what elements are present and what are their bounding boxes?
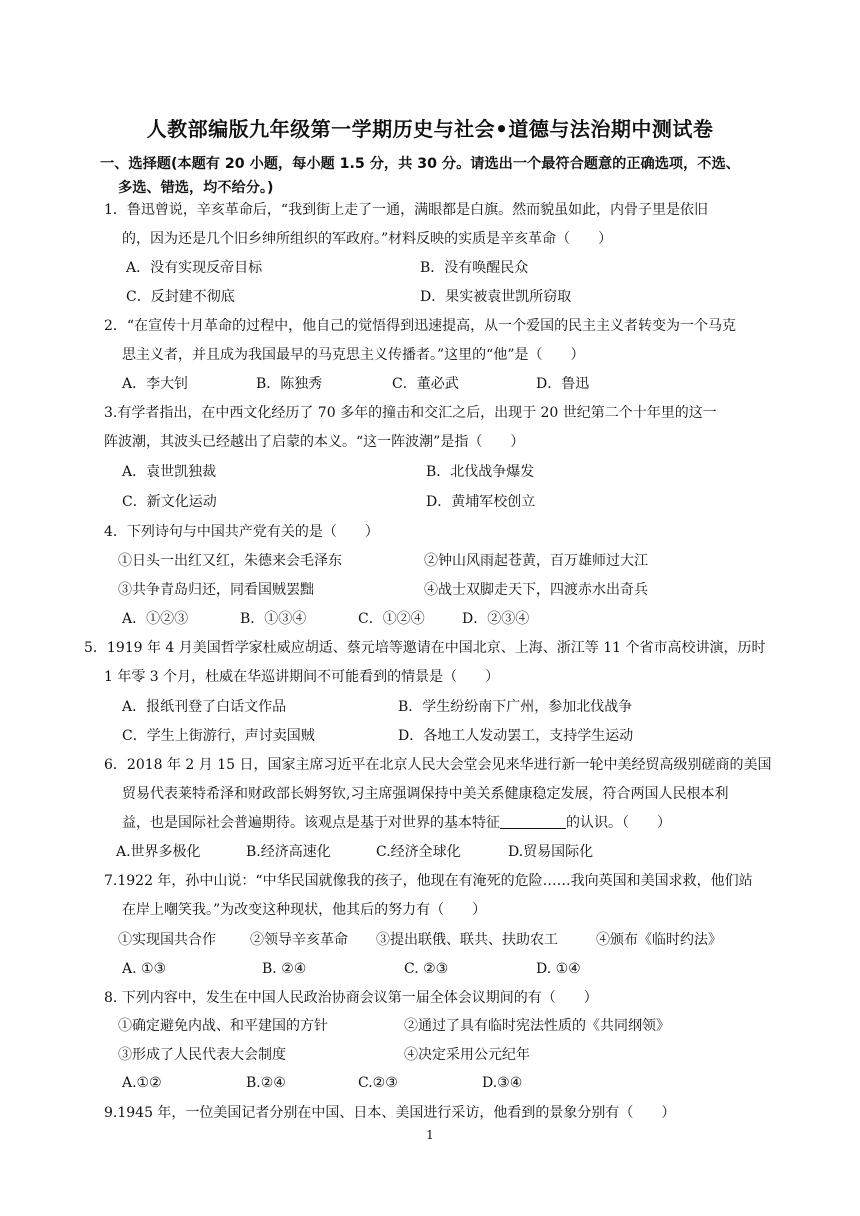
- question-1-option-c[interactable]: C．反封建不彻底: [126, 289, 235, 305]
- question-7-option-b[interactable]: B. ②④: [262, 961, 307, 977]
- question-7-item-3: ③提出联俄、联共、扶助农工: [376, 932, 558, 948]
- question-6-line-3-text: 益，也是国际社会普遍期待。该观点是基于对世界的基本特征: [122, 815, 500, 831]
- question-8-option-c[interactable]: C.②③: [358, 1075, 398, 1091]
- question-7-option-a[interactable]: A. ①③: [122, 961, 167, 977]
- question-5-option-c[interactable]: C．学生上街游行，声讨卖国贼: [122, 728, 315, 744]
- question-6-option-b[interactable]: B.经济高速化: [246, 844, 331, 860]
- question-2-option-c[interactable]: C．董必武: [392, 376, 459, 392]
- question-8-option-b[interactable]: B.②④: [246, 1075, 286, 1091]
- question-6-option-a[interactable]: A.世界多极化: [116, 844, 201, 860]
- question-3-option-c[interactable]: C．新文化运动: [122, 494, 217, 510]
- question-7-line-2: 在岸上嘲笑我。”为改变这种现状，他其后的努力有（ ）: [122, 902, 487, 918]
- question-2-line-1: 2．“在宣传十月革命的过程中，他自己的觉悟得到迅速提高，从一个爱国的民主主义者转变为一个马克: [104, 318, 737, 334]
- question-2-option-a[interactable]: A．李大钊: [122, 376, 189, 392]
- section-heading: [100, 152, 772, 200]
- question-1-option-b[interactable]: B．没有唤醒民众: [420, 260, 529, 276]
- question-4-item-1: ①日头一出红又红，朱德来会毛泽东: [118, 553, 342, 569]
- question-2-option-d[interactable]: D．鲁迅: [536, 376, 590, 392]
- question-6-line-3-end: 的认识。（ ）: [566, 815, 671, 831]
- question-8-option-a[interactable]: A.①②: [122, 1075, 162, 1091]
- question-8-option-d[interactable]: D.③④: [482, 1075, 523, 1091]
- page-number: 1: [426, 1128, 434, 1142]
- question-6-line-2: 贸易代表莱特希泽和财政部长姆努钦,习主席强调保持中美关系健康稳定发展，符合两国人民根本利: [122, 786, 729, 802]
- question-3-option-d[interactable]: D．黄埔军校创立: [426, 494, 536, 510]
- question-6-line-1: 6．2018 年 2 月 15 日，国家主席习近平在北京人民大会堂会见来华进行新一轮中美经贸高级别磋商的美国: [104, 757, 772, 773]
- question-4-option-a[interactable]: A．①②③: [122, 611, 189, 627]
- question-1-line-2: 的，因为还是几个旧乡绅所组织的军政府。”材料反映的实质是辛亥革命（ ）: [122, 231, 613, 247]
- question-2-line-2: 思主义者，并且成为我国最早的马克思主义传播者。”这里的“他”是（ ）: [122, 347, 585, 363]
- question-4-line-1: 4．下列诗句与中国共产党有关的是（ ）: [104, 524, 379, 540]
- question-5-option-a[interactable]: A．报纸刊登了白话文作品: [122, 699, 287, 715]
- question-5-option-d[interactable]: D．各地工人发动罢工，支持学生运动: [398, 728, 634, 744]
- question-6-option-c[interactable]: C.经济全球化: [376, 844, 461, 860]
- question-2-option-b[interactable]: B．陈独秀: [256, 376, 323, 392]
- question-6-option-d[interactable]: D.贸易国际化: [508, 844, 594, 860]
- question-7-item-1: ①实现国共合作: [118, 932, 216, 948]
- question-8-item-4: ④决定采用公元纪年: [404, 1047, 530, 1063]
- question-3-line-1: 3.有学者指出，在中西文化经历了 70 多年的撞击和交汇之后，出现于 20 世纪第二个十年里的这一: [104, 405, 717, 421]
- question-3-option-b[interactable]: B．北伐战争爆发: [426, 464, 535, 480]
- question-1-option-a[interactable]: A．没有实现反帝目标: [126, 260, 263, 276]
- question-8-item-2: ②通过了具有临时宪法性质的《共同纲领》: [404, 1018, 670, 1034]
- question-5-option-b[interactable]: B．学生纷纷南下广州，参加北伐战争: [398, 699, 633, 715]
- question-4-option-b[interactable]: B．①③④: [240, 611, 307, 627]
- question-4-item-3: ③共争青岛归还，同看国贼罢黜: [118, 582, 314, 598]
- question-9-line-1: 9.1945 年，一位美国记者分别在中国、日本、美国进行采访，他看到的景象分别有（ ）: [104, 1105, 676, 1121]
- answer-blank[interactable]: [500, 814, 566, 829]
- section-heading-line-2: 多选、错选，均不给分。): [118, 180, 274, 196]
- question-4-item-4: ④战士双脚走天下，四渡赤水出奇兵: [424, 582, 648, 598]
- question-5-line-2: 1 年零 3 个月，杜威在华巡讲期间不可能看到的情景是（ ）: [104, 669, 500, 685]
- section-heading-line-1: 一、选择题(本题有 20 小题，每小题 1.5 分，共 30 分。请选出一个最符合题意的正确选项，不选、: [100, 156, 740, 172]
- question-3-line-2: 阵波潮，其波头已经越出了启蒙的本义。“这一阵波潮”是指（ ）: [104, 434, 525, 450]
- question-7-option-c[interactable]: C. ②③: [404, 961, 449, 977]
- question-7-line-1: 7.1922 年，孙中山说：“中华民国就像我的孩子，他现在有淹死的危险……我向英国和美国求救，他们站: [104, 873, 753, 889]
- question-3-option-a[interactable]: A．袁世凯独裁: [122, 464, 217, 480]
- question-1-line-1: 1．鲁迅曾说，辛亥革命后，“我到街上走了一通，满眼都是白旗。然而貌虽如此，内骨子里是依旧: [104, 202, 709, 218]
- question-7-option-d[interactable]: D. ①④: [536, 961, 581, 977]
- question-5-line-1: 5．1919 年 4 月美国哲学家杜威应胡适、蔡元培等邀请在中国北京、上海、浙江等 11 个省市高校讲演，历时: [84, 640, 766, 656]
- question-4-option-d[interactable]: D．②③④: [462, 611, 530, 627]
- exam-title: 人教部编版九年级第一学期历史与社会•道德与法治期中测试卷: [146, 117, 714, 141]
- question-7-item-2: ②领导辛亥革命: [250, 932, 348, 948]
- question-6-line-3: [122, 809, 671, 838]
- question-4-option-c[interactable]: C．①②④: [358, 611, 425, 627]
- question-7-item-4: ④颁布《临时约法》: [596, 932, 722, 948]
- question-4-item-2: ②钟山风雨起苍黄，百万雄师过大江: [424, 553, 648, 569]
- question-8-item-3: ③形成了人民代表大会制度: [118, 1047, 286, 1063]
- question-1-option-d[interactable]: D．果实被袁世凯所窃取: [420, 289, 572, 305]
- question-8-item-1: ①确定避免内战、和平建国的方针: [118, 1018, 328, 1034]
- question-8-line-1: 8. 下列内容中，发生在中国人民政治协商会议第一届全体会议期间的有（ ）: [104, 990, 598, 1006]
